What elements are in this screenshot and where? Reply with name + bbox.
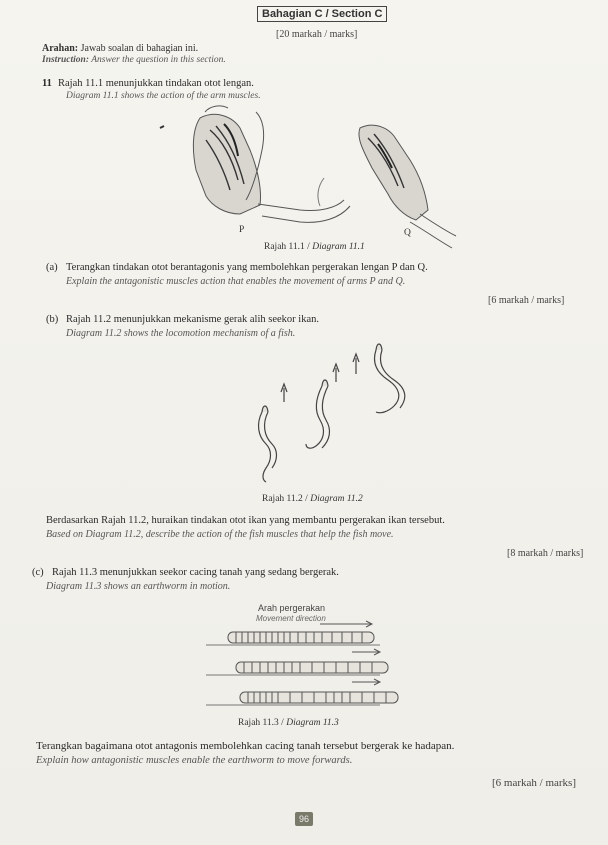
diagram-11-3-caption: [238, 718, 339, 728]
part-c-text-en: Diagram 11.3 shows an earthworm in motion.: [46, 581, 231, 592]
part-c-task-en: Explain how antagonistic muscles enable the earthworm to move forwards.: [36, 755, 353, 766]
part-c-text-ms: Rajah 11.3 menunjukkan seekor cacing tanah yang sedang bergerak.: [52, 567, 339, 578]
movement-direction-label-en: Movement direction: [256, 614, 326, 623]
arahan-label: Arahan:: [42, 43, 79, 54]
question-stem-ms: Rajah 11.1 menunjukkan tindakan otot lengan.: [58, 78, 254, 89]
movement-direction-label-ms: Arah pergerakan: [258, 603, 326, 613]
earthworm-stage-1: [206, 632, 380, 655]
diagram-11-1-caption-en: Diagram 11.1: [312, 242, 365, 252]
diagram-11-2-caption-en: Diagram 11.2: [310, 494, 363, 504]
part-c-marks: [6 markah / marks]: [492, 777, 576, 789]
part-b-text-ms: Rajah 11.2 menunjukkan mekanisme gerak alih seekor ikan.: [66, 314, 319, 325]
instruction-text: Answer the question in this section.: [91, 55, 226, 65]
part-b-marks: [8 markah / marks]: [507, 548, 584, 559]
diagram-11-1-caption-ms: Rajah 11.1 /: [264, 242, 310, 252]
part-b-text-en: Diagram 11.2 shows the locomotion mechanism of a fish.: [66, 328, 296, 339]
part-c-task-ms: Terangkan bagaimana otot antagonis membolehkan cacing tanah tersebut bergerak ke hadapan.: [36, 740, 455, 752]
part-b-task-ms: Berdasarkan Rajah 11.2, huraikan tindakan otot ikan yang membantu pergerakan ikan tersebut.: [46, 515, 445, 526]
arm-p-label: P: [239, 225, 245, 235]
page-number: 96: [295, 812, 313, 826]
arahan-text: Jawab soalan di bahagian ini.: [80, 43, 199, 54]
section-title: Bahagian C / Section C: [257, 6, 387, 22]
question-number: 11: [42, 78, 52, 89]
part-c-label: (c): [32, 567, 44, 578]
part-a-text-en: Explain the antagonistic muscles action that enables the movement of arms P and Q.: [66, 276, 406, 287]
section-total-marks: [20 markah / marks]: [276, 29, 358, 40]
arm-q-label: Q: [404, 228, 411, 238]
diagram-11-3-caption-ms: Rajah 11.3 /: [238, 718, 284, 728]
earthworm-stage-2: [206, 662, 388, 685]
instruction-label: Instruction:: [42, 55, 89, 65]
part-a-label: (a): [46, 262, 58, 273]
part-a-text-ms: Terangkan tindakan otot berantagonis yang membolehkan pergerakan lengan P dan Q.: [66, 262, 428, 273]
part-a-marks: [6 markah / marks]: [488, 295, 565, 306]
earthworm-stage-3: [206, 692, 398, 705]
part-b-task-en: Based on Diagram 11.2, describe the action of the fish muscles that help the fish move.: [46, 529, 394, 540]
diagram-11-3-caption-en: Diagram 11.3: [286, 718, 339, 728]
diagram-11-2-caption-ms: Rajah 11.2 /: [262, 494, 308, 504]
question-stem-en: Diagram 11.1 shows the action of the arm muscles.: [66, 91, 261, 101]
part-b-label: (b): [46, 314, 59, 325]
